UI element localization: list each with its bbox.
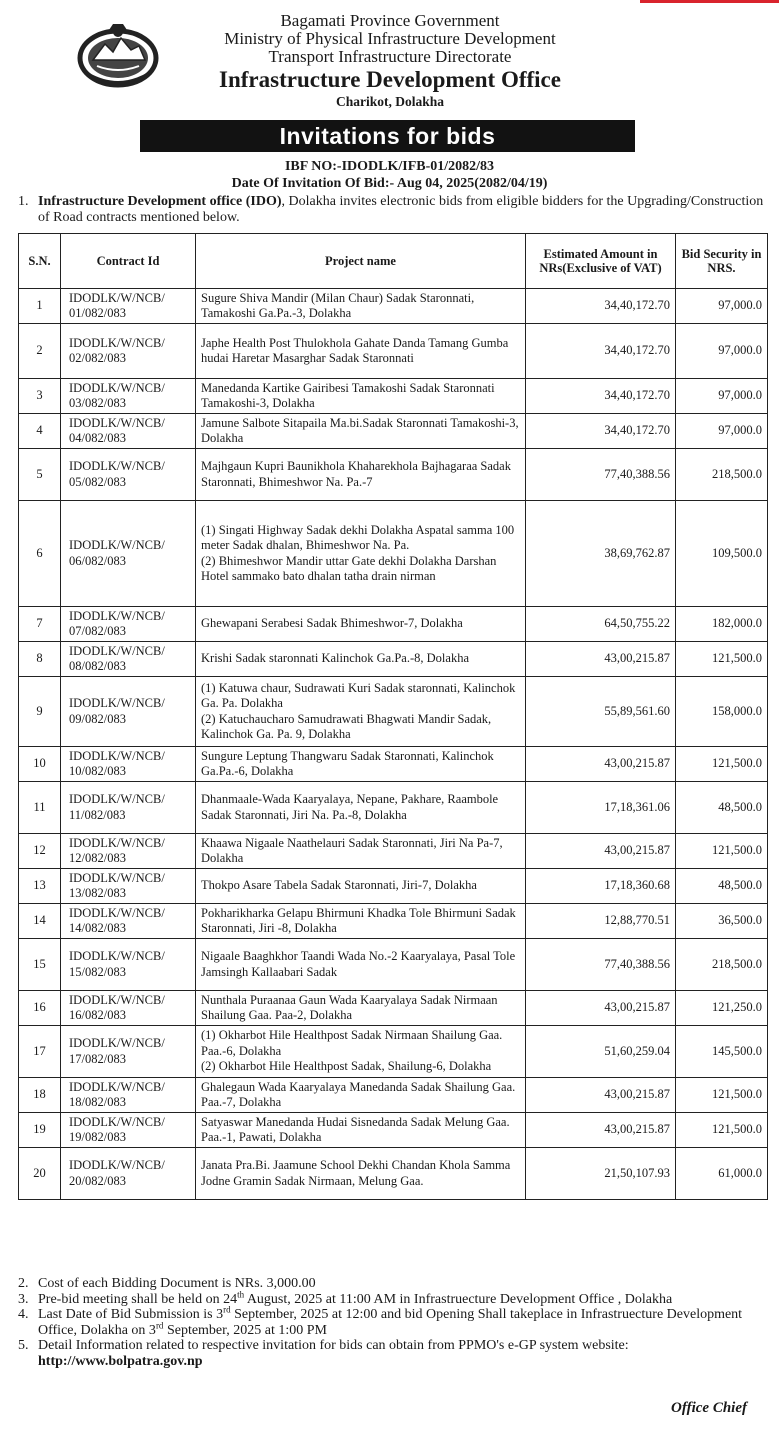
cell-project-name: Pokharikharka Gelapu Bhirmuni Khadka Tole Bhirmuni Sadak Staronnati, Jiri -8, Dolakha (196, 904, 526, 939)
cell-project-name: (1) Okharbot Hile Healthpost Sadak Nirmaan Shailung Gaa. Paa.-6, Dolakha (2) Okharbot Hile Healthpost Sadak, Shailung-6, Dolakha (196, 1026, 526, 1078)
cell-contract-id: IDODLK/W/NCB/ 19/082/083 (61, 1113, 196, 1148)
cell-bid-security: 158,000.0 (676, 677, 768, 747)
note-text: August, 2025 at 11:00 AM in Infrastruecture Development Office , Dolakha (244, 1291, 673, 1307)
cell-estimated-amount: 34,40,172.70 (526, 379, 676, 414)
cell-contract-id: IDODLK/W/NCB/ 03/082/083 (61, 379, 196, 414)
table-row (19, 607, 768, 642)
cell-bid-security: 36,500.0 (676, 904, 768, 939)
cell-estimated-amount: 34,40,172.70 (526, 324, 676, 379)
cell-sn: 16 (19, 991, 61, 1026)
cell-estimated-amount: 43,00,215.87 (526, 1078, 676, 1113)
cell-estimated-amount: 34,40,172.70 (526, 414, 676, 449)
ibf-block (0, 158, 779, 192)
cell-contract-id: IDODLK/W/NCB/ 20/082/083 (61, 1148, 196, 1200)
document-header (140, 12, 640, 110)
cell-project-name: Manedanda Kartike Gairibesi Tamakoshi Sadak Staronnati Tamakoshi-3, Dolakha (196, 379, 526, 414)
note-4 (18, 1304, 768, 1338)
header-project-name: Project name (196, 234, 526, 289)
cell-contract-id: IDODLK/W/NCB/ 14/082/083 (61, 904, 196, 939)
cell-project-name: Thokpo Asare Tabela Sadak Staronnati, Jiri-7, Dolakha (196, 869, 526, 904)
note-5 (18, 1338, 768, 1369)
cell-sn: 9 (19, 677, 61, 747)
cell-bid-security: 48,500.0 (676, 782, 768, 834)
note-text: Pre-bid meeting shall be held on 24 (38, 1291, 238, 1307)
cell-bid-security: 145,500.0 (676, 1026, 768, 1078)
province-name: Bagamati Province Government (280, 11, 500, 30)
cell-sn: 4 (19, 414, 61, 449)
cell-contract-id: IDODLK/W/NCB/ 12/082/083 (61, 834, 196, 869)
cell-project-name: Sugure Shiva Mandir (Milan Chaur) Sadak Staronnati, Tamakoshi Ga.Pa.-3, Dolakha (196, 289, 526, 324)
cell-bid-security: 97,000.0 (676, 324, 768, 379)
cell-contract-id: IDODLK/W/NCB/ 18/082/083 (61, 1078, 196, 1113)
cell-bid-security: 182,000.0 (676, 607, 768, 642)
cell-contract-id: IDODLK/W/NCB/ 15/082/083 (61, 939, 196, 991)
table-row (19, 991, 768, 1026)
cell-project-name: Ghalegaun Wada Kaaryalaya Manedanda Sadak Shailung Gaa. Paa.-7, Dolakha (196, 1078, 526, 1113)
table-row (19, 324, 768, 379)
cell-project-name: Satyaswar Manedanda Hudai Sisnedanda Sadak Melung Gaa. Paa.-1, Pawati, Dolakha (196, 1113, 526, 1148)
cell-estimated-amount: 17,18,360.68 (526, 869, 676, 904)
table-row (19, 869, 768, 904)
cell-sn: 1 (19, 289, 61, 324)
ordinal-suffix: rd (155, 1320, 164, 1331)
cell-contract-id: IDODLK/W/NCB/ 02/082/083 (61, 324, 196, 379)
table-row (19, 939, 768, 991)
cell-estimated-amount: 43,00,215.87 (526, 834, 676, 869)
cell-project-name: Janata Pra.Bi. Jaamune School Dekhi Chandan Khola Samma Jodne Gramin Sadak Nirmaan, Melung Gaa. (196, 1148, 526, 1200)
cell-contract-id: IDODLK/W/NCB/ 09/082/083 (61, 677, 196, 747)
cell-contract-id: IDODLK/W/NCB/ 16/082/083 (61, 991, 196, 1026)
cell-sn: 2 (19, 324, 61, 379)
cell-bid-security: 121,500.0 (676, 1078, 768, 1113)
cell-sn: 14 (19, 904, 61, 939)
cell-contract-id: IDODLK/W/NCB/ 06/082/083 (61, 501, 196, 607)
cell-contract-id: IDODLK/W/NCB/ 05/082/083 (61, 449, 196, 501)
cell-estimated-amount: 43,00,215.87 (526, 642, 676, 677)
cell-project-name: Nigaale Baaghkhor Taandi Wada No.-2 Kaaryalaya, Pasal Tole Jamsingh Kallaabari Sadak (196, 939, 526, 991)
cell-contract-id: IDODLK/W/NCB/ 13/082/083 (61, 869, 196, 904)
ministry-name: Ministry of Physical Infrastructure Development (224, 29, 556, 48)
banner-title: Invitations for bids (140, 120, 635, 152)
cell-contract-id: IDODLK/W/NCB/ 11/082/083 (61, 782, 196, 834)
ibf-number: IBF NO:-IDODLK/IFB-01/2082/83 (284, 159, 495, 174)
cell-project-name: Japhe Health Post Thulokhola Gahate Danda Tamang Gumba hudai Haretar Masarghar Sadak Staronnati (196, 324, 526, 379)
cell-sn: 12 (19, 834, 61, 869)
cell-project-name: Dhanmaale-Wada Kaaryalaya, Nepane, Pakhare, Raambole Sadak Staronnati, Jiri Na. Pa.-8, Dolakha (196, 782, 526, 834)
note-number: 5. (18, 1338, 29, 1354)
cell-sn: 10 (19, 747, 61, 782)
cell-sn: 11 (19, 782, 61, 834)
cell-bid-security: 218,500.0 (676, 449, 768, 501)
cell-sn: 5 (19, 449, 61, 501)
cell-bid-security: 218,500.0 (676, 939, 768, 991)
cell-sn: 13 (19, 869, 61, 904)
cell-project-name: Nunthala Puraanaa Gaun Wada Kaaryalaya Sadak Nirmaan Shailung Gaa. Paa-2, Dolakha (196, 991, 526, 1026)
cell-estimated-amount: 51,60,259.04 (526, 1026, 676, 1078)
table-row (19, 642, 768, 677)
top-accent-line (640, 0, 779, 3)
cell-estimated-amount: 34,40,172.70 (526, 289, 676, 324)
table-row (19, 834, 768, 869)
table-row (19, 1026, 768, 1078)
note-text: Last Date of Bid Submission is 3 (38, 1307, 224, 1323)
table-row (19, 449, 768, 501)
cell-project-name: Jamune Salbote Sitapaila Ma.bi.Sadak Staronnati Tamakoshi-3, Dolakha (196, 414, 526, 449)
cell-bid-security: 97,000.0 (676, 379, 768, 414)
header-contract-id: Contract Id (61, 234, 196, 289)
cell-estimated-amount: 21,50,107.93 (526, 1148, 676, 1200)
cell-sn: 19 (19, 1113, 61, 1148)
cell-estimated-amount: 64,50,755.22 (526, 607, 676, 642)
note-3 (18, 1288, 768, 1308)
cell-contract-id: IDODLK/W/NCB/ 01/082/083 (61, 289, 196, 324)
cell-sn: 17 (19, 1026, 61, 1078)
cell-sn: 8 (19, 642, 61, 677)
cell-bid-security: 121,500.0 (676, 642, 768, 677)
cell-project-name: Krishi Sadak staronnati Kalinchok Ga.Pa.-8, Dolakha (196, 642, 526, 677)
table-row (19, 782, 768, 834)
cell-bid-security: 109,500.0 (676, 501, 768, 607)
ordinal-suffix: rd (223, 1304, 231, 1315)
office-name: Infrastructure Development Office (219, 67, 561, 92)
cell-estimated-amount: 43,00,215.87 (526, 1113, 676, 1148)
intro-paragraph (18, 194, 768, 226)
cell-sn: 3 (19, 379, 61, 414)
table-row (19, 501, 768, 607)
notes-section (18, 1276, 768, 1370)
ordinal-suffix: th (237, 1288, 245, 1299)
office-location: Charikot, Dolakha (335, 94, 445, 109)
table-header-row (19, 234, 768, 289)
cell-project-name: Majhgaun Kupri Baunikhola Khaharekhola Bajhagaraa Sadak Staronnati, Bhimeshwor Na. Pa.-7 (196, 449, 526, 501)
invitation-date: Date Of Invitation Of Bid:- Aug 04, 2025(2082/04/19) (231, 176, 548, 191)
directorate-name: Transport Infrastructure Directorate (268, 47, 512, 66)
cell-sn: 15 (19, 939, 61, 991)
cell-estimated-amount: 43,00,215.87 (526, 747, 676, 782)
cell-bid-security: 121,250.0 (676, 991, 768, 1026)
cell-project-name: Khaawa Nigaale Naathelauri Sadak Staronnati, Jiri Na Pa-7, Dolakha (196, 834, 526, 869)
table-row (19, 677, 768, 747)
cell-project-name: Ghewapani Serabesi Sadak Bhimeshwor-7, Dolakha (196, 607, 526, 642)
cell-estimated-amount: 77,40,388.56 (526, 449, 676, 501)
cell-estimated-amount: 12,88,770.51 (526, 904, 676, 939)
table-row (19, 289, 768, 324)
note-text: September, 2025 at 12:00 and bid Opening Shall takeplace in Infrastruecture Development Office, Dolakha on 3 (38, 1307, 743, 1338)
cell-estimated-amount: 77,40,388.56 (526, 939, 676, 991)
table-row (19, 1078, 768, 1113)
cell-bid-security: 121,500.0 (676, 834, 768, 869)
cell-bid-security: 48,500.0 (676, 869, 768, 904)
signature-office-chief: Office Chief (671, 1400, 747, 1416)
intro-bold: Infrastructure Development office (IDO) (38, 194, 282, 209)
cell-bid-security: 121,500.0 (676, 747, 768, 782)
cell-estimated-amount: 38,69,762.87 (526, 501, 676, 607)
cell-contract-id: IDODLK/W/NCB/ 08/082/083 (61, 642, 196, 677)
cell-sn: 7 (19, 607, 61, 642)
header-bid-security: Bid Security in NRS. (676, 234, 768, 289)
table-row (19, 414, 768, 449)
note-text: Cost of each Bidding Document is NRs. 3,000.00 (38, 1276, 316, 1291)
intro-text: , Dolakha invites electronic bids from eligible bidders for the Upgrading/Construction of Road contracts mentioned below. (38, 194, 764, 225)
cell-contract-id: IDODLK/W/NCB/ 10/082/083 (61, 747, 196, 782)
note-text: September, 2025 at 1:00 PM (163, 1322, 327, 1338)
cell-sn: 20 (19, 1148, 61, 1200)
cell-project-name: Sungure Leptung Thangwaru Sadak Staronnati, Kalinchok Ga.Pa.-6, Dolakha (196, 747, 526, 782)
cell-bid-security: 97,000.0 (676, 414, 768, 449)
bolpatra-link[interactable]: http://www.bolpatra.gov.np (38, 1353, 203, 1369)
note-number: 3. (18, 1291, 29, 1307)
note-number: 2. (18, 1276, 29, 1291)
cell-bid-security: 97,000.0 (676, 289, 768, 324)
cell-contract-id: IDODLK/W/NCB/ 17/082/083 (61, 1026, 196, 1078)
note-text: Detail Information related to respective invitation for bids can obtain from PPMO's e-GP system website: (38, 1338, 629, 1354)
cell-bid-security: 61,000.0 (676, 1148, 768, 1200)
cell-contract-id: IDODLK/W/NCB/ 07/082/083 (61, 607, 196, 642)
bids-table (18, 233, 768, 1200)
cell-project-name: (1) Katuwa chaur, Sudrawati Kuri Sadak staronnati, Kalinchok Ga. Pa. Dolakha (2) Katuchaucharo Samudrawati Bhagwati Mandir Sadak, Kalinchok Ga. Pa. 9, Dolakha (196, 677, 526, 747)
intro-number: 1. (18, 194, 29, 209)
cell-bid-security: 121,500.0 (676, 1113, 768, 1148)
cell-sn: 6 (19, 501, 61, 607)
table-row (19, 1113, 768, 1148)
cell-contract-id: IDODLK/W/NCB/ 04/082/083 (61, 414, 196, 449)
table-row (19, 379, 768, 414)
table-row (19, 747, 768, 782)
note-number: 4. (18, 1307, 29, 1323)
table-row (19, 1148, 768, 1200)
cell-project-name: (1) Singati Highway Sadak dekhi Dolakha Aspatal samma 100 meter Sadak dhalan, Bhimeshwor Na. Pa. (2) Bhimeshwor Mandir uttar Gate dekhi Dolakha Darshan Hotel sammako bato dhalan tatha drain nirman (196, 501, 526, 607)
cell-sn: 18 (19, 1078, 61, 1113)
cell-estimated-amount: 55,89,561.60 (526, 677, 676, 747)
cell-estimated-amount: 43,00,215.87 (526, 991, 676, 1026)
table-row (19, 904, 768, 939)
cell-estimated-amount: 17,18,361.06 (526, 782, 676, 834)
header-sn: S.N. (19, 234, 61, 289)
note-2 (18, 1276, 768, 1292)
header-estimated-amount: Estimated Amount in NRs(Exclusive of VAT) (526, 234, 676, 289)
